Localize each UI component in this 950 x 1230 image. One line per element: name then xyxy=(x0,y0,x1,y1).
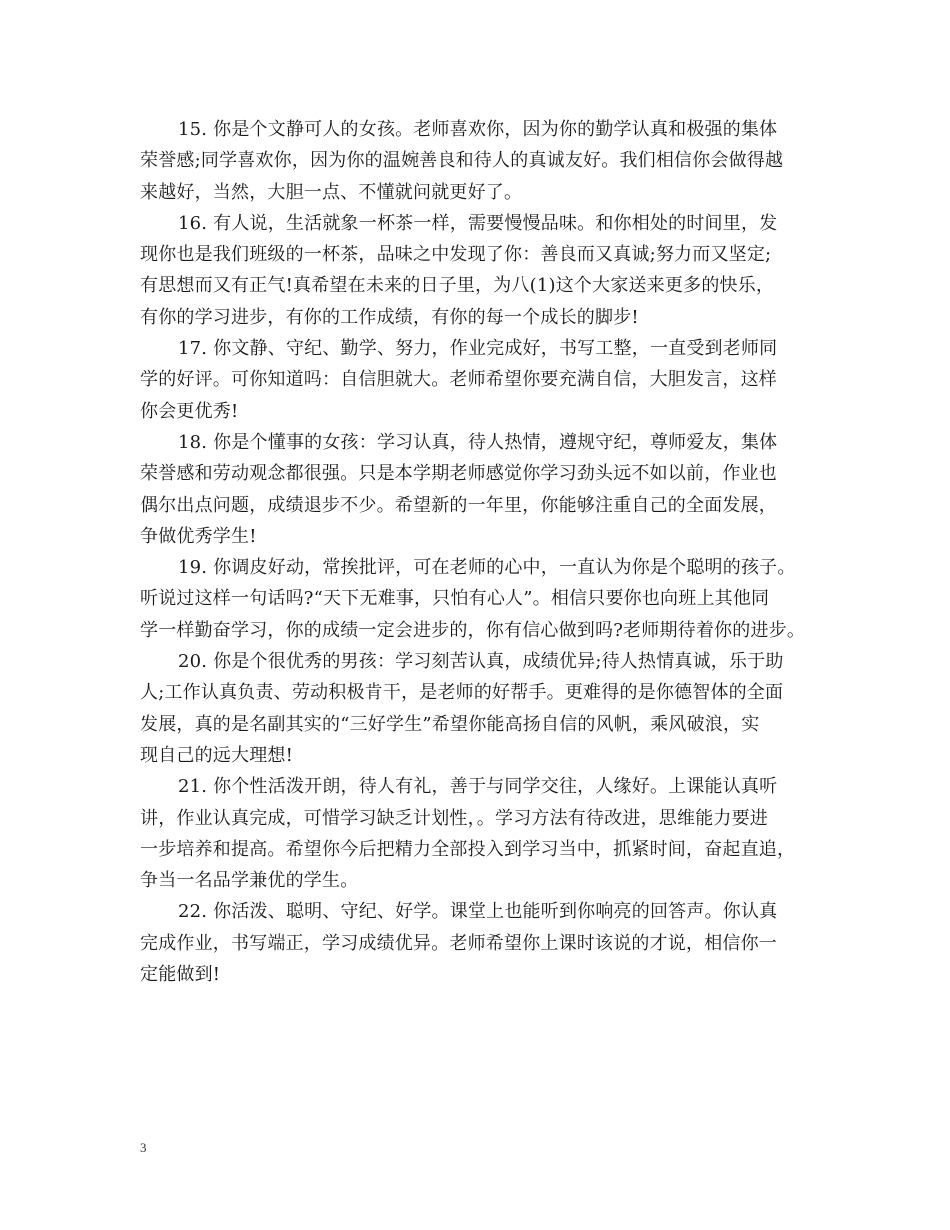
paragraph-line: 学的好评。可你知道吗：自信胆就大。老师希望你要充满自信，大胆发言，这样 xyxy=(140,369,777,391)
paragraph-line: 现你也是我们班级的一杯茶，品味之中发现了你：善良而又真诚;努力而又坚定; xyxy=(140,244,772,266)
paragraph-line: 定能做到! xyxy=(140,964,221,986)
comment-paragraph-19 xyxy=(140,552,822,646)
paragraph-line: 荣誉感;同学喜欢你，因为你的温婉善良和待人的真诚友好。我们相信你会做得越 xyxy=(140,150,784,172)
paragraph-line: 听说过这样一句话吗?“天下无难事，只怕有心人”。相信只要你也向班上其他同 xyxy=(140,588,770,610)
paragraph-line: 你会更优秀! xyxy=(140,400,239,422)
comment-paragraph-22 xyxy=(140,896,822,990)
paragraph-line: 21. 你个性活泼开朗，待人有礼，善于与同学交往，人缘好。上课能认真听 xyxy=(178,776,778,798)
comment-paragraph-17 xyxy=(140,333,822,427)
document-body xyxy=(140,114,822,990)
paragraph-line: 18. 你是个懂事的女孩：学习认真，待人热情，遵规守纪，尊师爱友，集体 xyxy=(178,431,778,453)
paragraph-line: 荣誉感和劳动观念都很强。只是本学期老师感觉你学习劲头远不如以前，作业也 xyxy=(140,463,777,485)
paragraph-line: 争当一名品学兼优的学生。 xyxy=(140,870,359,892)
paragraph-line: 有思想而又有正气!真希望在未来的日子里，为八(1)这个大家送来更多的快乐， xyxy=(140,275,775,297)
paragraph-line: 争做优秀学生! xyxy=(140,525,257,547)
paragraph-line: 学一样勤奋学习，你的成绩一定会进步的，你有信心做到吗?老师期待着你的进步。 xyxy=(140,619,806,641)
paragraph-line: 现自己的远大理想! xyxy=(140,744,294,766)
paragraph-line: 偶尔出点问题，成绩退步不少。希望新的一年里，你能够注重自己的全面发展， xyxy=(140,494,777,516)
comment-paragraph-15 xyxy=(140,114,822,208)
paragraph-line: 发展，真的是名副其实的“三好学生”希望你能高扬自信的风帆，乘风破浪，实 xyxy=(140,713,760,735)
paragraph-line: 15. 你是个文静可人的女孩。老师喜欢你，因为你的勤学认真和极强的集体 xyxy=(178,119,778,140)
comment-paragraph-16 xyxy=(140,208,822,333)
paragraph-line: 有你的学习进步，有你的工作成绩，有你的每一个成长的脚步! xyxy=(140,306,639,328)
paragraph-line: 讲，作业认真完成，可惜学习缺乏计划性，。学习方法有待改进，思维能力要进 xyxy=(140,807,768,829)
paragraph-line: 19. 你调皮好动，常挨批评，可在老师的心中，一直认为你是个聪明的孩子。 xyxy=(178,557,796,579)
paragraph-line: 人;工作认真负责、劳动积极肯干，是老师的好帮手。更难得的是你德智体的全面 xyxy=(140,682,784,704)
paragraph-line: 完成作业，书写端正，学习成绩优异。老师希望你上课时该说的才说，相信你一 xyxy=(140,932,777,954)
paragraph-line: 一步培养和提高。希望你今后把精力全部投入到学习当中，抓紧时间，奋起直追， xyxy=(140,838,796,860)
comment-paragraph-21 xyxy=(140,771,822,896)
comment-paragraph-20 xyxy=(140,646,822,771)
paragraph-line: 17. 你文静、守纪、勤学、努力，作业完成好，书写工整，一直受到老师同 xyxy=(178,338,778,360)
paragraph-line: 来越好，当然，大胆一点、不懂就问就更好了。 xyxy=(140,181,523,203)
page-number: 3 xyxy=(140,1140,147,1155)
paragraph-line: 16. 有人说，生活就象一杯茶一样，需要慢慢品味。和你相处的时间里，发 xyxy=(178,212,778,234)
comment-paragraph-18 xyxy=(140,427,822,552)
paragraph-line: 20. 你是个很优秀的男孩：学习刻苦认真，成绩优异;待人热情真诚，乐于助 xyxy=(178,651,784,673)
paragraph-line: 22. 你活泼、聪明、守纪、好学。课堂上也能听到你响亮的回答声。你认真 xyxy=(178,901,778,923)
